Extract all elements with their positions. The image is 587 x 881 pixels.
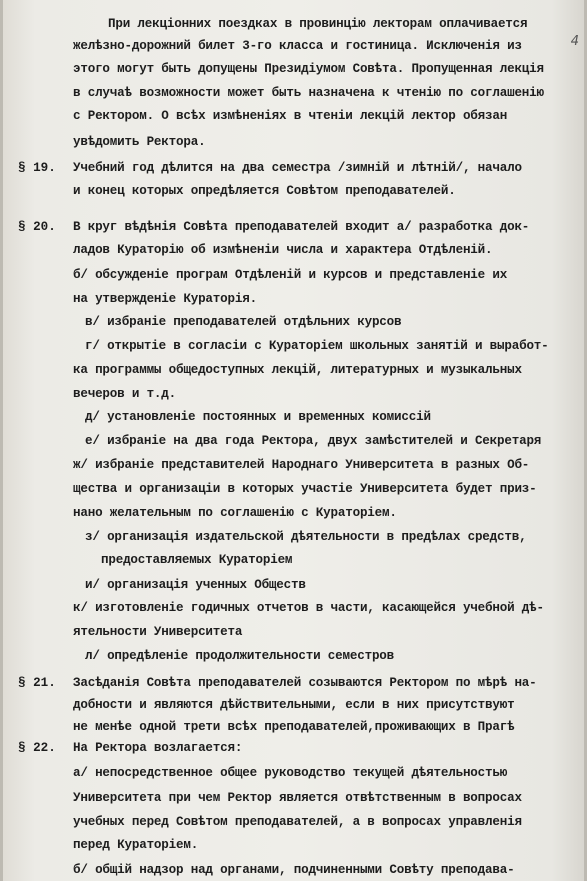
text-line: л/ опредѣленіе продолжительности семестров [85, 649, 395, 663]
text-line: ятельности Университета [73, 625, 243, 639]
page-edge-left [0, 0, 3, 881]
page-number: 4 [570, 34, 579, 49]
text-line: нано желательным по соглашенію с Кураторіем. [73, 506, 397, 520]
text-line: Учебний год дѣлится на два семестра /зимній и лѣтній/, начало [73, 161, 522, 175]
text-line: перед Кураторіем. [73, 838, 199, 852]
text-line: г/ открытіе в согласіи с Кураторіем школьных занятій и выработ- [85, 339, 549, 353]
text-line: с Ректором. О всѣх измѣненіях в чтеніи лекцій лектор обязан [73, 109, 508, 123]
text-line: Университета при чем Ректор является отвѣтственным в вопросах [73, 791, 522, 805]
text-line: учебных перед Совѣтом преподавателей, а в вопросах управленія [73, 815, 522, 829]
text-line: б/ общій надзор над органами, подчиненными Совѣту преподава- [73, 863, 515, 877]
text-line: увѣдомить Ректора. [73, 135, 206, 149]
text-line: е/ избраніе на два года Ректора, двух замѣстителей и Секретаря [85, 434, 542, 448]
text-line: Засѣданія Совѣта преподавателей созываются Ректором по мѣрѣ на- [73, 676, 537, 690]
text-line: При лекціонних поездках в провинцію лекторам оплачивается [108, 17, 528, 31]
text-line: этого могут быть допущены Президіумом Совѣта. Пропущенная лекція [73, 62, 544, 76]
text-line: д/ установленіе постоянных и временных комиссій [85, 410, 431, 424]
text-line: желѣзно-дорожний билет 3-го класса и гостиница. Исключенія из [73, 39, 522, 53]
text-line: добности и являются дѣйствительными, если в них присутствуют [73, 698, 515, 712]
text-line: не менѣе одной трети всѣх преподавателей,проживающих в Прагѣ [73, 720, 515, 734]
text-line: щества и организаціи в которых участіе Университета будет приз- [73, 482, 537, 496]
text-line: предоставляемых Кураторіем [101, 553, 293, 567]
text-line: В круг вѣдѣнія Совѣта преподавателей входит а/ разработка док- [73, 220, 530, 234]
text-line: б/ обсужденіе програм Отдѣленій и курсов и представленіе их [73, 268, 508, 282]
section-mark-22: § 22. [18, 741, 56, 755]
section-mark-21: § 21. [18, 676, 56, 690]
text-line: ладов Кураторію об измѣненіи числа и характера Отдѣленій. [73, 243, 493, 257]
section-mark-19: § 19. [18, 161, 56, 175]
section-mark-20: § 20. [18, 220, 56, 234]
text-line: а/ непосредственное общее руководство текущей дѣятельностью [73, 766, 508, 780]
text-line: ж/ избраніе представителей Народнаго Университета в разных Об- [73, 458, 530, 472]
text-line: в случаѣ возможности может быть назначена к чтенію по соглашенію [73, 86, 544, 100]
text-line: в/ избраніе преподавателей отдѣльних курсов [85, 315, 402, 329]
text-line: и конец которых опредѣляется Совѣтом преподавателей. [73, 184, 456, 198]
text-line: к/ изготовленіе годичных отчетов в части, касающейся учебной дѣ- [73, 601, 544, 615]
text-line: на утвержденіе Кураторія. [73, 292, 257, 306]
text-line: ка программы общедоступных лекцій, литературных и музыкальных [73, 363, 522, 377]
text-line: вечеров и т.д. [73, 387, 177, 401]
text-line: На Ректора возлагается: [73, 741, 243, 755]
text-line: з/ организація издательской дѣятельности в предѣлах средств, [85, 530, 527, 544]
text-line: и/ организація ученных Обществ [85, 578, 306, 592]
